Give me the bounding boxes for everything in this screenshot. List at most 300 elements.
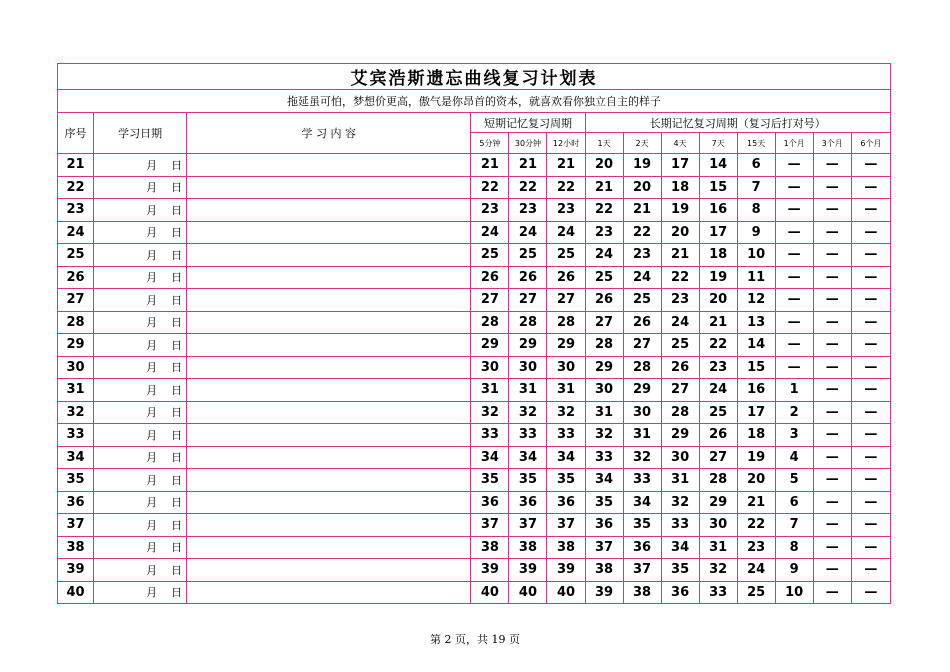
long-review-cell[interactable]: 21 bbox=[585, 176, 623, 199]
short-review-cell[interactable]: 37 bbox=[471, 514, 509, 537]
long-review-cell[interactable]: — bbox=[813, 581, 851, 604]
long-review-cell[interactable]: 36 bbox=[661, 581, 699, 604]
long-review-cell[interactable]: 22 bbox=[661, 266, 699, 289]
long-review-cell[interactable]: — bbox=[813, 424, 851, 447]
study-date-cell[interactable] bbox=[94, 581, 187, 604]
long-review-cell[interactable]: — bbox=[813, 446, 851, 469]
day-label: 日 bbox=[171, 563, 183, 577]
long-review-cell[interactable]: 36 bbox=[585, 514, 623, 537]
table-row bbox=[58, 266, 891, 289]
short-review-cell[interactable]: 32 bbox=[471, 401, 509, 424]
short-review-cell[interactable]: 40 bbox=[547, 581, 585, 604]
long-review-cell[interactable]: 25 bbox=[737, 581, 775, 604]
month-label: 月 bbox=[146, 406, 158, 420]
long-review-cell[interactable]: 16 bbox=[737, 379, 775, 402]
long-review-cell[interactable]: 8 bbox=[775, 536, 813, 559]
short-review-cell[interactable]: 30 bbox=[547, 356, 585, 379]
long-review-cell[interactable]: 23 bbox=[623, 244, 661, 267]
short-review-cell[interactable]: 26 bbox=[509, 266, 547, 289]
short-review-cell[interactable]: 25 bbox=[509, 244, 547, 267]
long-review-cell[interactable]: — bbox=[851, 446, 890, 469]
long-review-cell[interactable]: 26 bbox=[623, 311, 661, 334]
header-long-col: 4天 bbox=[661, 133, 699, 154]
long-review-cell[interactable]: 35 bbox=[585, 491, 623, 514]
long-review-cell[interactable]: 21 bbox=[699, 311, 737, 334]
short-review-cell[interactable]: 34 bbox=[509, 446, 547, 469]
long-review-cell[interactable]: 20 bbox=[737, 469, 775, 492]
long-review-cell[interactable]: 28 bbox=[585, 334, 623, 357]
long-review-cell[interactable]: — bbox=[813, 334, 851, 357]
month-label: 月 bbox=[146, 428, 158, 442]
short-review-cell[interactable]: 35 bbox=[547, 469, 585, 492]
long-review-cell[interactable]: — bbox=[851, 379, 890, 402]
study-date-cell[interactable] bbox=[94, 424, 187, 447]
long-review-cell[interactable]: 29 bbox=[699, 491, 737, 514]
long-review-cell[interactable]: 23 bbox=[699, 356, 737, 379]
long-review-cell[interactable]: 20 bbox=[699, 289, 737, 312]
study-date-cell[interactable] bbox=[94, 199, 187, 222]
long-review-cell[interactable]: 9 bbox=[775, 559, 813, 582]
short-review-cell[interactable]: 21 bbox=[509, 154, 547, 177]
long-review-cell[interactable]: 19 bbox=[699, 266, 737, 289]
long-review-cell[interactable]: 38 bbox=[585, 559, 623, 582]
long-review-cell[interactable]: 37 bbox=[585, 536, 623, 559]
study-content-cell[interactable] bbox=[187, 356, 471, 379]
study-content-cell[interactable] bbox=[187, 221, 471, 244]
long-review-cell[interactable]: 22 bbox=[737, 514, 775, 537]
long-review-cell[interactable]: 35 bbox=[623, 514, 661, 537]
long-review-cell[interactable]: — bbox=[851, 356, 890, 379]
long-review-cell[interactable]: 34 bbox=[661, 536, 699, 559]
table-row bbox=[58, 559, 891, 582]
long-review-cell[interactable]: 38 bbox=[623, 581, 661, 604]
long-review-cell[interactable]: 29 bbox=[623, 379, 661, 402]
month-label: 月 bbox=[146, 361, 158, 375]
long-review-cell[interactable]: — bbox=[813, 379, 851, 402]
long-review-cell[interactable]: 32 bbox=[585, 424, 623, 447]
short-review-cell[interactable]: 31 bbox=[471, 379, 509, 402]
row-index: 30 bbox=[58, 356, 94, 379]
long-review-cell[interactable]: 15 bbox=[737, 356, 775, 379]
short-review-cell[interactable]: 28 bbox=[471, 311, 509, 334]
study-content-cell[interactable] bbox=[187, 446, 471, 469]
month-label: 月 bbox=[146, 158, 158, 172]
long-review-cell[interactable]: 33 bbox=[585, 446, 623, 469]
short-review-cell[interactable]: 30 bbox=[471, 356, 509, 379]
long-review-cell[interactable]: 26 bbox=[585, 289, 623, 312]
long-review-cell[interactable]: — bbox=[775, 311, 813, 334]
short-review-cell[interactable]: 22 bbox=[547, 176, 585, 199]
header-short-col: 30分钟 bbox=[509, 133, 547, 154]
long-review-cell[interactable]: 1 bbox=[775, 379, 813, 402]
long-review-cell[interactable]: 25 bbox=[623, 289, 661, 312]
long-review-cell[interactable]: — bbox=[851, 266, 890, 289]
study-date-cell[interactable] bbox=[94, 154, 187, 177]
month-label: 月 bbox=[146, 293, 158, 307]
short-review-cell[interactable]: 35 bbox=[509, 469, 547, 492]
study-content-cell[interactable] bbox=[187, 266, 471, 289]
long-review-cell[interactable]: 23 bbox=[737, 536, 775, 559]
study-date-cell[interactable] bbox=[94, 244, 187, 267]
study-date-cell[interactable] bbox=[94, 289, 187, 312]
study-date-cell[interactable] bbox=[94, 356, 187, 379]
long-review-cell[interactable]: 33 bbox=[661, 514, 699, 537]
short-review-cell[interactable]: 24 bbox=[471, 221, 509, 244]
study-content-cell[interactable] bbox=[187, 536, 471, 559]
long-review-cell[interactable]: 16 bbox=[699, 199, 737, 222]
short-review-cell[interactable]: 31 bbox=[547, 379, 585, 402]
study-date-cell[interactable] bbox=[94, 469, 187, 492]
long-review-cell[interactable]: 27 bbox=[585, 311, 623, 334]
long-review-cell[interactable]: — bbox=[851, 581, 890, 604]
long-review-cell[interactable]: — bbox=[851, 221, 890, 244]
long-review-cell[interactable]: 6 bbox=[775, 491, 813, 514]
long-review-cell[interactable]: 23 bbox=[661, 289, 699, 312]
long-review-cell[interactable]: 20 bbox=[585, 154, 623, 177]
study-content-cell[interactable] bbox=[187, 514, 471, 537]
day-label: 日 bbox=[171, 316, 183, 330]
long-review-cell[interactable]: 31 bbox=[661, 469, 699, 492]
long-review-cell[interactable]: 32 bbox=[623, 446, 661, 469]
table-row bbox=[58, 176, 891, 199]
long-review-cell[interactable]: 19 bbox=[623, 154, 661, 177]
long-review-cell[interactable]: — bbox=[813, 491, 851, 514]
short-review-cell[interactable]: 40 bbox=[509, 581, 547, 604]
study-content-cell[interactable] bbox=[187, 379, 471, 402]
day-label: 日 bbox=[171, 248, 183, 262]
study-content-cell[interactable] bbox=[187, 244, 471, 267]
long-review-cell[interactable]: 30 bbox=[661, 446, 699, 469]
table-row bbox=[58, 334, 891, 357]
long-review-cell[interactable]: — bbox=[851, 311, 890, 334]
long-review-cell[interactable]: 22 bbox=[585, 199, 623, 222]
short-review-cell[interactable]: 31 bbox=[509, 379, 547, 402]
long-review-cell[interactable]: 33 bbox=[623, 469, 661, 492]
study-content-cell[interactable] bbox=[187, 401, 471, 424]
short-review-cell[interactable]: 22 bbox=[509, 176, 547, 199]
short-review-cell[interactable]: 28 bbox=[547, 311, 585, 334]
table-row bbox=[58, 424, 891, 447]
long-review-cell[interactable]: — bbox=[813, 176, 851, 199]
long-review-cell[interactable]: 20 bbox=[623, 176, 661, 199]
long-review-cell[interactable]: 17 bbox=[737, 401, 775, 424]
long-review-cell[interactable]: 26 bbox=[699, 424, 737, 447]
long-review-cell[interactable]: — bbox=[775, 199, 813, 222]
long-review-cell[interactable]: — bbox=[775, 244, 813, 267]
short-review-cell[interactable]: 25 bbox=[471, 244, 509, 267]
table-row bbox=[58, 491, 891, 514]
long-review-cell[interactable]: 39 bbox=[585, 581, 623, 604]
short-review-cell[interactable]: 35 bbox=[471, 469, 509, 492]
short-review-cell[interactable]: 23 bbox=[547, 199, 585, 222]
long-review-cell[interactable]: 28 bbox=[623, 356, 661, 379]
long-review-cell[interactable]: 32 bbox=[661, 491, 699, 514]
day-label: 日 bbox=[171, 271, 183, 285]
short-review-cell[interactable]: 23 bbox=[471, 199, 509, 222]
long-review-cell[interactable]: 14 bbox=[737, 334, 775, 357]
row-index: 28 bbox=[58, 311, 94, 334]
long-review-cell[interactable]: 22 bbox=[699, 334, 737, 357]
long-review-cell[interactable]: 29 bbox=[661, 424, 699, 447]
short-review-cell[interactable]: 22 bbox=[471, 176, 509, 199]
long-review-cell[interactable]: 33 bbox=[699, 581, 737, 604]
short-review-cell[interactable]: 38 bbox=[509, 536, 547, 559]
short-review-cell[interactable]: 39 bbox=[509, 559, 547, 582]
motto-text: 拖延虽可怕，梦想价更高，傲气是你昂首的资本，就喜欢看你独立自主的样子 bbox=[58, 90, 891, 113]
long-review-cell[interactable]: — bbox=[851, 536, 890, 559]
long-review-cell[interactable]: 20 bbox=[661, 221, 699, 244]
short-review-cell[interactable]: 33 bbox=[509, 424, 547, 447]
short-review-cell[interactable]: 34 bbox=[471, 446, 509, 469]
short-review-cell[interactable]: 26 bbox=[471, 266, 509, 289]
study-content-cell[interactable] bbox=[187, 491, 471, 514]
long-review-cell[interactable]: 34 bbox=[623, 491, 661, 514]
row-index: 29 bbox=[58, 334, 94, 357]
long-review-cell[interactable]: 25 bbox=[585, 266, 623, 289]
long-review-cell[interactable]: 19 bbox=[737, 446, 775, 469]
long-review-cell[interactable]: 21 bbox=[737, 491, 775, 514]
long-review-cell[interactable]: 27 bbox=[661, 379, 699, 402]
long-review-cell[interactable]: — bbox=[813, 199, 851, 222]
long-review-cell[interactable]: 9 bbox=[737, 221, 775, 244]
short-review-cell[interactable]: 30 bbox=[509, 356, 547, 379]
month-label: 月 bbox=[146, 541, 158, 555]
short-review-cell[interactable]: 36 bbox=[471, 491, 509, 514]
study-date-cell[interactable] bbox=[94, 536, 187, 559]
study-date-cell[interactable] bbox=[94, 334, 187, 357]
header-date: 学习日期 bbox=[94, 113, 187, 154]
long-review-cell[interactable]: — bbox=[813, 514, 851, 537]
long-review-cell[interactable]: — bbox=[775, 176, 813, 199]
short-review-cell[interactable]: 21 bbox=[547, 154, 585, 177]
long-review-cell[interactable]: 10 bbox=[775, 581, 813, 604]
long-review-cell[interactable]: — bbox=[851, 491, 890, 514]
long-review-cell[interactable]: 18 bbox=[737, 424, 775, 447]
short-review-cell[interactable]: 23 bbox=[509, 199, 547, 222]
short-review-cell[interactable]: 27 bbox=[547, 289, 585, 312]
long-review-cell[interactable]: 8 bbox=[737, 199, 775, 222]
short-review-cell[interactable]: 38 bbox=[471, 536, 509, 559]
study-date-cell[interactable] bbox=[94, 559, 187, 582]
long-review-cell[interactable]: 4 bbox=[775, 446, 813, 469]
study-date-cell[interactable] bbox=[94, 221, 187, 244]
long-review-cell[interactable]: 28 bbox=[699, 469, 737, 492]
row-index: 26 bbox=[58, 266, 94, 289]
long-review-cell[interactable]: 3 bbox=[775, 424, 813, 447]
month-label: 月 bbox=[146, 496, 158, 510]
header-short-col: 5分钟 bbox=[471, 133, 509, 154]
short-review-cell[interactable]: 36 bbox=[509, 491, 547, 514]
long-review-cell[interactable]: 30 bbox=[699, 514, 737, 537]
short-review-cell[interactable]: 33 bbox=[471, 424, 509, 447]
study-content-cell[interactable] bbox=[187, 289, 471, 312]
long-review-cell[interactable]: — bbox=[813, 559, 851, 582]
long-review-cell[interactable]: 11 bbox=[737, 266, 775, 289]
short-review-cell[interactable]: 38 bbox=[547, 536, 585, 559]
long-review-cell[interactable]: 32 bbox=[699, 559, 737, 582]
study-content-cell[interactable] bbox=[187, 559, 471, 582]
long-review-cell[interactable]: 31 bbox=[623, 424, 661, 447]
long-review-cell[interactable]: — bbox=[851, 289, 890, 312]
short-review-cell[interactable]: 33 bbox=[547, 424, 585, 447]
long-review-cell[interactable]: — bbox=[851, 559, 890, 582]
short-review-cell[interactable]: 26 bbox=[547, 266, 585, 289]
long-review-cell[interactable]: — bbox=[813, 536, 851, 559]
long-review-cell[interactable]: — bbox=[851, 176, 890, 199]
short-review-cell[interactable]: 39 bbox=[471, 559, 509, 582]
long-review-cell[interactable]: 24 bbox=[661, 311, 699, 334]
study-content-cell[interactable] bbox=[187, 469, 471, 492]
long-review-cell[interactable]: 31 bbox=[699, 536, 737, 559]
long-review-cell[interactable]: 17 bbox=[699, 221, 737, 244]
long-review-cell[interactable]: 37 bbox=[623, 559, 661, 582]
short-review-cell[interactable]: 24 bbox=[547, 221, 585, 244]
long-review-cell[interactable]: 29 bbox=[585, 356, 623, 379]
long-review-cell[interactable]: 15 bbox=[699, 176, 737, 199]
long-review-cell[interactable]: — bbox=[851, 199, 890, 222]
study-date-cell[interactable] bbox=[94, 491, 187, 514]
row-index: 21 bbox=[58, 154, 94, 177]
long-review-cell[interactable]: 31 bbox=[585, 401, 623, 424]
short-review-cell[interactable]: 40 bbox=[471, 581, 509, 604]
long-review-cell[interactable]: — bbox=[851, 334, 890, 357]
row-index: 25 bbox=[58, 244, 94, 267]
long-review-cell[interactable]: 24 bbox=[585, 244, 623, 267]
month-label: 月 bbox=[146, 451, 158, 465]
day-label: 日 bbox=[171, 181, 183, 195]
long-review-cell[interactable]: 7 bbox=[737, 176, 775, 199]
short-review-cell[interactable]: 21 bbox=[471, 154, 509, 177]
short-review-cell[interactable]: 29 bbox=[509, 334, 547, 357]
short-review-cell[interactable]: 29 bbox=[547, 334, 585, 357]
long-review-cell[interactable]: — bbox=[775, 334, 813, 357]
table-row bbox=[58, 401, 891, 424]
long-review-cell[interactable]: — bbox=[851, 424, 890, 447]
long-review-cell[interactable]: 7 bbox=[775, 514, 813, 537]
long-review-cell[interactable]: 2 bbox=[775, 401, 813, 424]
long-review-cell[interactable]: 34 bbox=[585, 469, 623, 492]
long-review-cell[interactable]: — bbox=[775, 356, 813, 379]
study-content-cell[interactable] bbox=[187, 176, 471, 199]
long-review-cell[interactable]: 22 bbox=[623, 221, 661, 244]
long-review-cell[interactable]: 24 bbox=[699, 379, 737, 402]
long-review-cell[interactable]: 6 bbox=[737, 154, 775, 177]
study-content-cell[interactable] bbox=[187, 311, 471, 334]
study-date-cell[interactable] bbox=[94, 446, 187, 469]
study-content-cell[interactable] bbox=[187, 581, 471, 604]
long-review-cell[interactable]: 24 bbox=[737, 559, 775, 582]
study-date-cell[interactable] bbox=[94, 266, 187, 289]
long-review-cell[interactable]: 5 bbox=[775, 469, 813, 492]
long-review-cell[interactable]: — bbox=[813, 154, 851, 177]
row-index: 23 bbox=[58, 199, 94, 222]
short-review-cell[interactable]: 39 bbox=[547, 559, 585, 582]
long-review-cell[interactable]: — bbox=[851, 469, 890, 492]
long-review-cell[interactable]: — bbox=[813, 311, 851, 334]
short-review-cell[interactable]: 32 bbox=[509, 401, 547, 424]
short-review-cell[interactable]: 28 bbox=[509, 311, 547, 334]
study-content-cell[interactable] bbox=[187, 199, 471, 222]
short-review-cell[interactable]: 29 bbox=[471, 334, 509, 357]
day-label: 日 bbox=[171, 203, 183, 217]
study-date-cell[interactable] bbox=[94, 401, 187, 424]
page-footer: 第 2 页，共 19 页 bbox=[430, 633, 520, 646]
month-label: 月 bbox=[146, 563, 158, 577]
long-review-cell[interactable]: — bbox=[813, 244, 851, 267]
short-review-cell[interactable]: 37 bbox=[509, 514, 547, 537]
long-review-cell[interactable]: — bbox=[775, 289, 813, 312]
table-row bbox=[58, 154, 891, 177]
long-review-cell[interactable]: — bbox=[813, 221, 851, 244]
short-review-cell[interactable]: 27 bbox=[471, 289, 509, 312]
day-label: 日 bbox=[171, 383, 183, 397]
study-date-cell[interactable] bbox=[94, 514, 187, 537]
study-date-cell[interactable] bbox=[94, 379, 187, 402]
long-review-cell[interactable]: 23 bbox=[585, 221, 623, 244]
long-review-cell[interactable]: — bbox=[775, 154, 813, 177]
long-review-cell[interactable]: — bbox=[813, 469, 851, 492]
page-title: 艾宾浩斯遗忘曲线复习计划表 bbox=[58, 64, 891, 90]
long-review-cell[interactable]: 27 bbox=[623, 334, 661, 357]
study-date-cell[interactable] bbox=[94, 311, 187, 334]
long-review-cell[interactable]: — bbox=[775, 221, 813, 244]
long-review-cell[interactable]: 25 bbox=[661, 334, 699, 357]
long-review-cell[interactable]: 14 bbox=[699, 154, 737, 177]
long-review-cell[interactable]: — bbox=[775, 266, 813, 289]
long-review-cell[interactable]: — bbox=[813, 356, 851, 379]
short-review-cell[interactable]: 24 bbox=[509, 221, 547, 244]
long-review-cell[interactable]: 36 bbox=[623, 536, 661, 559]
long-review-cell[interactable]: 13 bbox=[737, 311, 775, 334]
long-review-cell[interactable]: 17 bbox=[661, 154, 699, 177]
row-index: 33 bbox=[58, 424, 94, 447]
long-review-cell[interactable]: 21 bbox=[623, 199, 661, 222]
long-review-cell[interactable]: 35 bbox=[661, 559, 699, 582]
long-review-cell[interactable]: — bbox=[813, 401, 851, 424]
long-review-cell[interactable]: — bbox=[851, 154, 890, 177]
day-label: 日 bbox=[171, 338, 183, 352]
long-review-cell[interactable]: 24 bbox=[623, 266, 661, 289]
long-review-cell[interactable]: 30 bbox=[585, 379, 623, 402]
long-review-cell[interactable]: 19 bbox=[661, 199, 699, 222]
long-review-cell[interactable]: 10 bbox=[737, 244, 775, 267]
long-review-cell[interactable]: — bbox=[851, 401, 890, 424]
study-content-cell[interactable] bbox=[187, 154, 471, 177]
long-review-cell[interactable]: — bbox=[813, 266, 851, 289]
short-review-cell[interactable]: 34 bbox=[547, 446, 585, 469]
long-review-cell[interactable]: 18 bbox=[661, 176, 699, 199]
short-review-cell[interactable]: 25 bbox=[547, 244, 585, 267]
short-review-cell[interactable]: 37 bbox=[547, 514, 585, 537]
long-review-cell[interactable]: — bbox=[813, 289, 851, 312]
long-review-cell[interactable]: 21 bbox=[661, 244, 699, 267]
study-content-cell[interactable] bbox=[187, 334, 471, 357]
long-review-cell[interactable]: — bbox=[851, 244, 890, 267]
long-review-cell[interactable]: 25 bbox=[699, 401, 737, 424]
short-review-cell[interactable]: 36 bbox=[547, 491, 585, 514]
long-review-cell[interactable]: 27 bbox=[699, 446, 737, 469]
short-review-cell[interactable]: 27 bbox=[509, 289, 547, 312]
long-review-cell[interactable]: — bbox=[851, 514, 890, 537]
study-content-cell[interactable] bbox=[187, 424, 471, 447]
long-review-cell[interactable]: 28 bbox=[661, 401, 699, 424]
long-review-cell[interactable]: 18 bbox=[699, 244, 737, 267]
long-review-cell[interactable]: 30 bbox=[623, 401, 661, 424]
long-review-cell[interactable]: 26 bbox=[661, 356, 699, 379]
short-review-cell[interactable]: 32 bbox=[547, 401, 585, 424]
study-date-cell[interactable] bbox=[94, 176, 187, 199]
long-review-cell[interactable]: 12 bbox=[737, 289, 775, 312]
